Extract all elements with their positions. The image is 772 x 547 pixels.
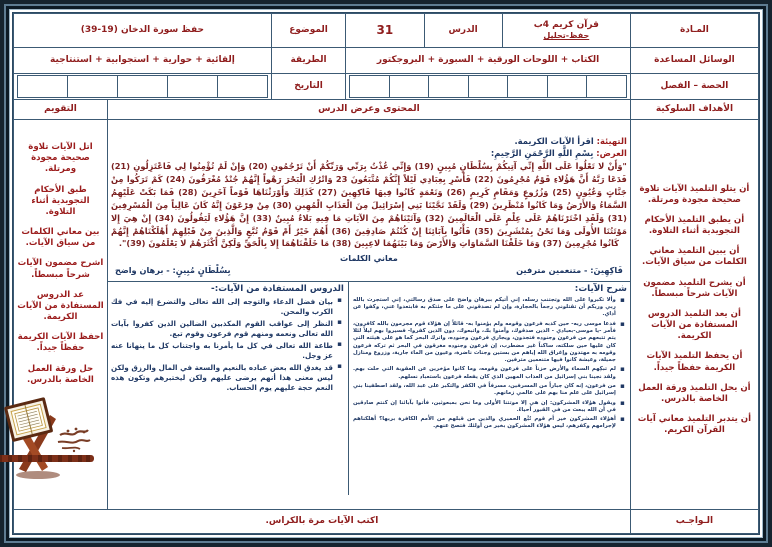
evaluation-header: التقويم <box>14 100 108 120</box>
lessons-learned-item: ▪ بيان فضل الدعاء والتوجه إلى الله تعالى والتضرع إليه في فك الكرب والمحن. <box>111 297 342 317</box>
class-blank-cell[interactable] <box>350 76 390 98</box>
table-row-homework <box>14 510 759 534</box>
lesson-plan-sheet <box>12 12 760 535</box>
verse-explanation-item: ▪ وألا تكبروا على الله وتجتنب رسله، إني آتيكم ببرهان واضح على صدق رسالتي، إني استجرت بالله ربي وربكم أن تقتلوني رجماً بالحجارة، وإن لم تصدقوني على ما جئتكم به فابتعدوا عني، وكفوا عن أذاي. <box>353 297 625 319</box>
objective-item: أن يبين التلميذ معاني الكلمات من سياق الآيات. <box>641 246 747 268</box>
word-meaning-item <box>516 265 623 275</box>
evaluation-item: طبق الأحكام التجويدية أثناء التلاوة. <box>31 184 90 217</box>
content-header: المحتوى وعرض الدرس <box>107 100 630 120</box>
evaluation-cell <box>14 120 108 510</box>
quran-on-rehal-image <box>0 395 104 487</box>
lessons-learned-item: ▪ قد يغدق الله بعض عباده بالنعيم والسعة في المال والرزق ولكن ليس معنى هذا أنهم يرضى عليهم ولكن ليختبرهم وتكون هذه النعم حجة عليهم يوم الحساب. <box>111 363 342 393</box>
class-period-label: الحصة – الفصل <box>630 74 758 100</box>
method-label: الطريقة <box>271 48 345 74</box>
verse-explanation-item: ▪ أهؤلاء المشركون خير أم قوم تُبَّع الحميري والذين من قبلهم من الأمم الكافرة بربها؟ أهلكناهم لإجرامهم وكفرهم، ليس هؤلاء المشركون بخير من أولئك فتصح عنهم. <box>353 416 625 431</box>
word-meanings-row <box>111 265 627 275</box>
intro-text: اقرأ الآيات الكريمة. <box>514 136 594 147</box>
basmala-text: بِسْمِ اللَّهِ الرَّحْمَنِ الرَّحِيمِ: <box>490 147 594 158</box>
lessons-learned-list <box>111 297 344 394</box>
content-cell <box>107 120 630 510</box>
date-label: التاريخ <box>271 74 345 100</box>
objective-item: أن يتلو التلميذ الآيات تلاوة صحيحة مجودة ومرتلة. <box>639 183 750 205</box>
subject-label: المـادة <box>630 14 758 48</box>
date-blank-cell[interactable] <box>167 76 217 98</box>
lesson-plan-table <box>13 13 759 534</box>
objective-item: أن يحل التلميذ ورقة العمل الخاصة بالدرس. <box>638 382 751 404</box>
evaluation-item: اشرح مضمون الآيات شرحاً مبسطاً. <box>17 258 104 280</box>
inner-decorative-frame <box>9 9 763 538</box>
lesson-label: الدرس <box>424 14 502 48</box>
intro-line <box>111 136 627 147</box>
word-meaning-gloss: - برهان واضح <box>114 264 170 275</box>
objectives-cell <box>630 120 758 510</box>
verse-explanation-item: ▪ فدعا موسى ربه- حين كذبه فرعون وقومه ولم يؤمنوا به- قائلاً إن هؤلاء قوم مجرمون بالله كافرون، فأمر -يا موسى-بعبادي - الذين صدقوك، وآمنوا بك، واتبعوك، دون الذين كفروا- فسيروا بهم ليلاً لئلا يتم تتبعهم من فرعون وجنوده فتجدون، ويجاري فرعون وجنوده، واترك البحر كما هو على هيئته التي كان عليها حين سلكته، ساكناً غير مضطرب، إن فرعون وجنوده مغرقون في البحر ثم تركه فرعون وقومه به مهتدون وإغراق الله إياهم من بستين وجنات ناضرة، وعيون من الماء جارية، وزروع ومنازل جميلة، وعيشة كانوا فيها متنعمين مترفين. <box>353 321 625 365</box>
class-blank-cell[interactable] <box>547 76 587 98</box>
subject-value-line2: حفظ-تحليل <box>543 31 590 41</box>
word-meaning-item <box>115 265 231 275</box>
presentation-line <box>111 148 627 159</box>
evaluation-item: بين معاني الكلمات من سياق الآيات. <box>21 227 100 249</box>
objectives-header: الأهداف السلوكية <box>630 100 758 120</box>
date-blank-cell[interactable] <box>67 76 117 98</box>
homework-value: اكتب الآيات مرة بالكراس. <box>14 510 631 534</box>
table-row-subject <box>14 14 759 48</box>
table-row-body <box>14 120 759 510</box>
evaluation-item: عد الدروس المستفادة من الآيات الكريمة. <box>17 289 104 323</box>
objective-item: أن يشرح التلميذ مضمون الآيات شرحاً مبسطاً. <box>643 277 746 299</box>
middle-decorative-frame <box>4 4 768 543</box>
objective-item: أن يعد التلميذ الدروس المستفادة من الآيات الكريمة. <box>647 308 741 342</box>
topic-label: الموضوع <box>271 14 345 48</box>
evaluation-item: حل ورقة العمل الخاصة بالدرس. <box>27 363 94 385</box>
lessons-learned-title: الدروس المستفادة من الآيات:- <box>211 283 344 294</box>
homework-label: الـواجـب <box>630 510 758 534</box>
table-row-section-headers <box>14 100 759 120</box>
word-meaning-word: فَاكِهِينَ: <box>590 264 623 275</box>
class-period-blanks[interactable] <box>346 74 631 100</box>
evaluation-item: اتل الآيات تلاوة صحيحة مجودة ومرتلة. <box>28 142 93 175</box>
verse-explanation-item: ▪ ويقول هؤلاء المشركون: إن هي إلا موتتنا الأولى وما نحن بمبعوثين، فأتوا بآبائنا إن كنتم صادقين في أن الله يبعث من في القبور أحياءً. <box>353 400 625 415</box>
verse-explanation-list <box>353 297 627 431</box>
aids-label: الوسائل المساعدة <box>630 48 758 74</box>
subject-value-line1: قرآن كريم 4ب <box>533 19 599 30</box>
intro-tag: التهيئة: <box>596 136 627 147</box>
objectives-list <box>634 184 755 437</box>
verse-explanation-column <box>348 282 631 495</box>
lessons-learned-item: ▪ النظر إلى عواقب القوم المكذبين الضالين الذين كفروا بآيات الله تعالى ونعمه ومنهم قوم فرعون وقوم تبع. <box>111 319 342 339</box>
class-blank-cell[interactable] <box>389 76 429 98</box>
verse-explanation-title: شرح الآيات: <box>574 283 627 294</box>
lesson-value: 31 <box>346 14 424 48</box>
word-meanings-title: معاني الكلمات <box>340 253 398 264</box>
date-blank-cell[interactable] <box>217 76 267 98</box>
word-meaning-gloss: - متنعمين مترفين <box>516 264 588 275</box>
word-meaning-word: بِسُلْطَانٍ مُبِينٍ: <box>172 264 231 275</box>
table-row-aids <box>14 48 759 74</box>
table-row-class-date <box>14 74 759 100</box>
subject-value <box>502 14 630 48</box>
topic-value: حفظ سورة الدخان (19-39) <box>14 14 272 48</box>
quran-verses-text: "وَأَنْ لا تَعْلُوا عَلَى اللَّهِ إِنِّي آتِيكُمْ بِسُلْطَانٍ مُبِينٍ (19) وَإِنِّي عُذْتُ بِرَبِّي وَرَبِّكُمْ أَنْ تَرْجُمُونِ (20) وَإِنْ لَمْ تُؤْمِنُوا لِي فَاعْتَزِلُونِ (21) فَدَعَا رَبَّهُ أَنَّ هَؤُلاءِ قَوْمٌ مُجْرِمُونَ (22) فَأَسْرِ بِعِبَادِي لَيْلاً إِنَّكُمْ مُتَّبَعُونَ 23 وَاتْرُكِ الْبَحْرَ رَهْواً إِنَّهُمْ جُنْدٌ مُغْرَقُونَ (24) كَمْ تَرَكُوا مِنْ جَنَّاتٍ وَعُيُونٍ (25) وَزُرُوعٍ وَمَقَامٍ كَرِيمٍ (26) وَنَعْمَةٍ كَانُوا فِيهَا فَاكِهِينَ (27) كَذَلِكَ وَأَوْرَثْنَاهَا قَوْماً آخَرِينَ (28) فَمَا بَكَتْ عَلَيْهِمُ السَّمَاءُ وَالأَرْضُ وَمَا كَانُوا مُنْظَرِينَ (29) وَلَقَدْ نَجَّيْنَا بَنِي إِسْرَائِيلَ مِنَ الْعَذَابِ الْمُهِينِ (30) مِنْ فِرْعَوْنَ إِنَّهُ كَانَ عَالِياً مِنَ الْمُسْرِفِينَ (31) وَلَقَدِ اخْتَرْنَاهُمْ عَلَى عِلْمٍ عَلَى الْعَالَمِينَ (32) وَآتَيْنَاهُمْ مِنَ الآيَاتِ مَا فِيهِ بَلاءٌ مُبِينٌ (33) إِنَّ هَؤُلاءِ لَيَقُولُونَ (34) إِنْ هِيَ إِلا مَوْتَتُنَا الأُولَى وَمَا نَحْنُ بِمُنْشَرِينَ (35) فَأْتُوا بِآبَائِنَا إِنْ كُنْتُمْ صَادِقِينَ (36) أَهُمْ خَيْرٌ أَمْ قَوْمُ تُبَّعٍ وَالَّذِينَ مِنْ قَبْلِهِمْ أَهْلَكْنَاهُمْ إِنَّهُمْ كَانُوا مُجْرِمِينَ (37) وَمَا خَلَقْنَا السَّمَاوَاتِ وَالأَرْضَ وَمَا بَيْنَهُمَا لاعِبِينَ (38) مَا خَلَقْنَاهُمَا إِلا بِالْحَقِّ وَلَكِنَّ أَكْثَرَهُمْ لا يَعْلَمُونَ (39)". <box>110 161 627 249</box>
date-blank-cell[interactable] <box>117 76 167 98</box>
date-blanks[interactable] <box>14 74 272 100</box>
lower-content-area <box>107 281 631 495</box>
class-blank-cell[interactable] <box>468 76 508 98</box>
presentation-tag: العرض: <box>596 147 627 158</box>
aids-value: الكتاب + اللوحات الورقية + السبورة + البروجكتور <box>346 48 631 74</box>
objective-item: أن يحفظ التلميذ الآيات الكريمة حفظاً جيداً. <box>646 351 743 373</box>
evaluation-item: احفظ الآيات الكريمة حفظاً جيداً. <box>17 332 104 354</box>
verse-explanation-item: ▪ من فرعون، إنه كان جباراً من المسرفين، مسرفاً في الكفر والتكبر على عبد الله، ولقد اصطفينا بني إسرائيل على علم منا بهم على عالمي زمانهم. <box>353 383 625 398</box>
verse-explanation-item: ▪ لم تبكِهم السماء والأرض حزناً على فرعون وقومه، وما كانوا مؤخرين عن العقوبة التي حلت بهم. ولقد نجينا بني إسرائيل من العذاب المهين الذي كان يفعله فرعون باستعباد نسلهم. <box>353 366 625 381</box>
method-value: إلقائية + حوارية + استجوابية + استنتاجية <box>14 48 272 74</box>
objective-item: أن يطبق التلميذ الأحكام التجويدية أثناء التلاوة. <box>644 214 745 237</box>
evaluation-list <box>17 142 104 386</box>
class-blank-cell[interactable] <box>508 76 548 98</box>
lessons-learned-column <box>107 282 348 495</box>
class-blank-cell[interactable] <box>587 76 627 98</box>
class-blank-cell[interactable] <box>429 76 469 98</box>
objective-item: أن يتدبر التلميذ معاني آيات القرآن الكريم. <box>637 414 752 436</box>
lessons-learned-item: ▪ طاعة الله تعالى في كل ما يأمرنا به واجتناب كل ما ينهانا عنه عز وجل. <box>111 341 342 361</box>
date-blank-cell[interactable] <box>18 76 68 98</box>
